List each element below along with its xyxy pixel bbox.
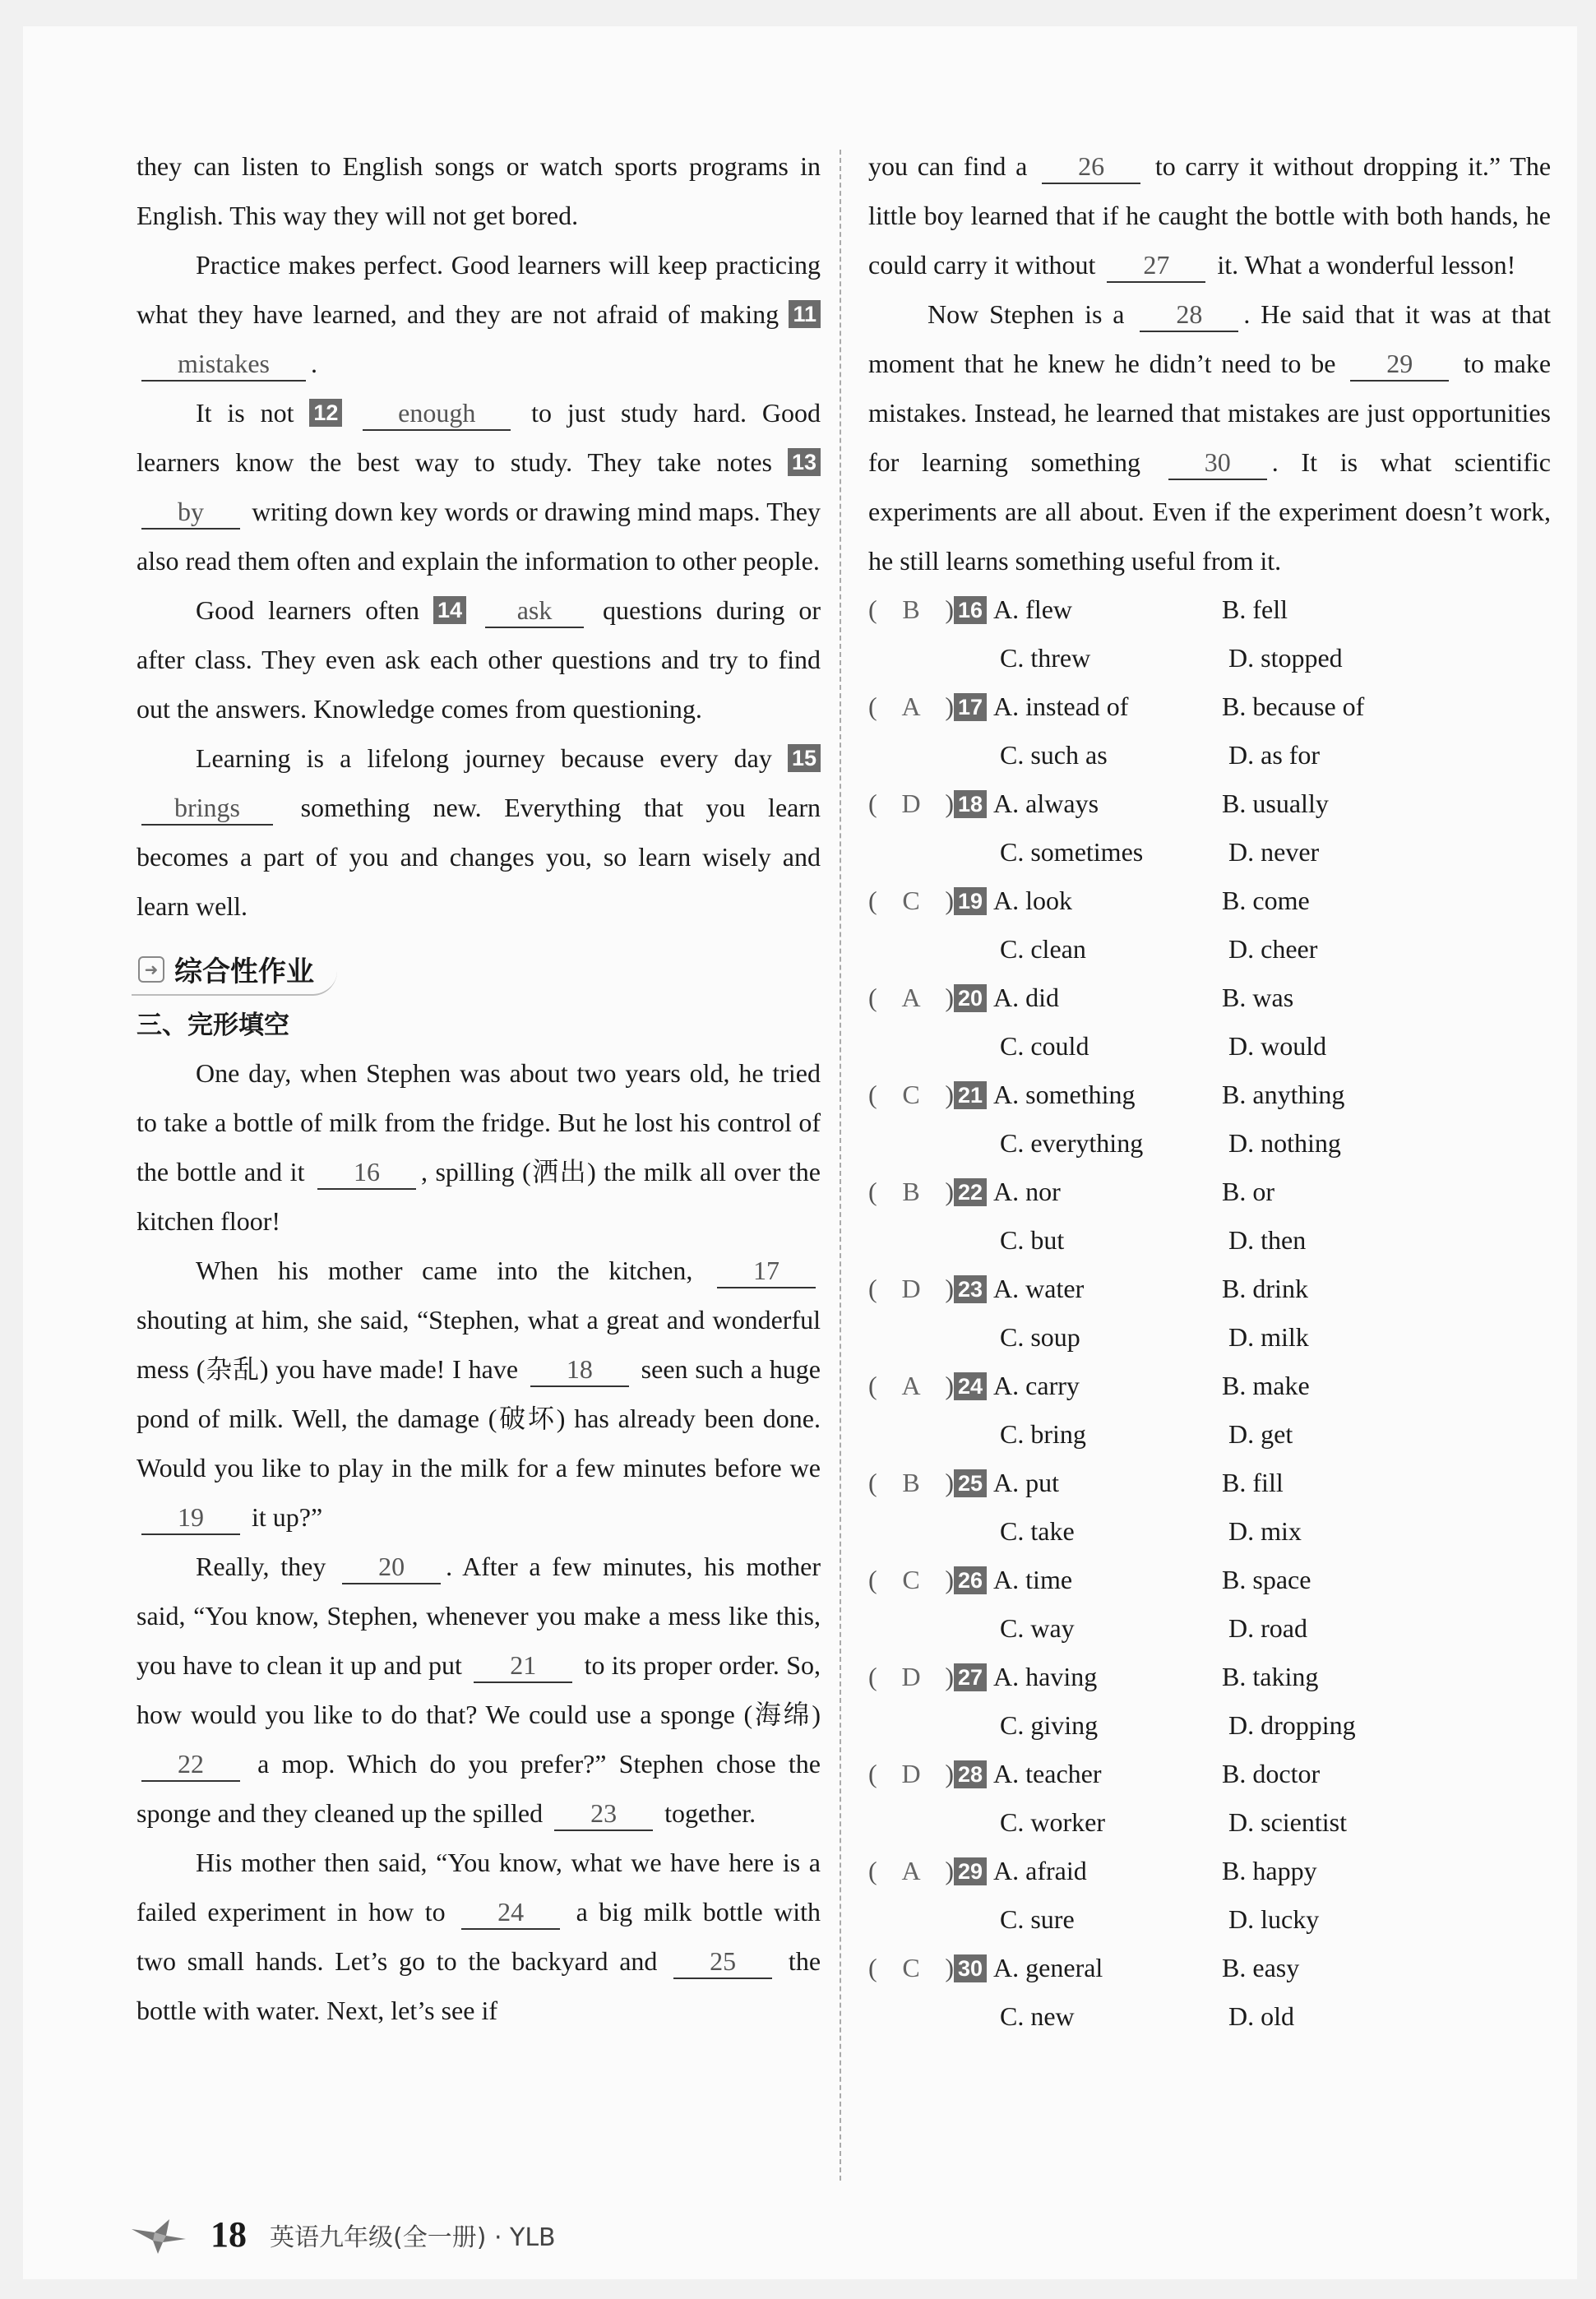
selected-answer[interactable]: A bbox=[901, 983, 921, 1012]
option-c[interactable]: C. take bbox=[1000, 1516, 1075, 1546]
text: . bbox=[311, 349, 317, 378]
cloze-blank[interactable]: 24 bbox=[461, 1895, 560, 1930]
option-a[interactable]: A. water bbox=[993, 1274, 1085, 1303]
option-a[interactable]: A. nor bbox=[993, 1177, 1061, 1206]
answer-bracket bbox=[868, 1371, 954, 1401]
selected-answer[interactable]: A bbox=[901, 1371, 921, 1400]
option-row bbox=[868, 925, 1551, 974]
cloze-blank[interactable]: 28 bbox=[1140, 298, 1238, 332]
option-c[interactable]: C. but bbox=[1000, 1225, 1065, 1255]
section-banner bbox=[132, 944, 337, 996]
page-footer bbox=[130, 2213, 556, 2255]
bracket-open: ( bbox=[868, 1080, 877, 1109]
paragraph bbox=[868, 141, 1551, 289]
bracket-open: ( bbox=[868, 1759, 877, 1788]
option-a[interactable]: A. look bbox=[993, 886, 1073, 915]
option-row bbox=[868, 1944, 1551, 1992]
option-row bbox=[868, 877, 1551, 925]
cloze-blank[interactable]: 21 bbox=[474, 1649, 572, 1683]
bracket-open: ( bbox=[868, 1274, 877, 1303]
question-number: 28 bbox=[954, 1760, 987, 1788]
option-row bbox=[868, 828, 1551, 877]
bracket-close: ) bbox=[945, 1953, 954, 1982]
option-a[interactable]: A. always bbox=[993, 789, 1099, 818]
option-row bbox=[868, 1750, 1551, 1798]
option-c[interactable]: C. new bbox=[1000, 2001, 1075, 2031]
question-number: 13 bbox=[788, 448, 821, 476]
option-c[interactable]: C. way bbox=[1000, 1613, 1075, 1643]
text: to just study hard. Good learners know the best way to study. They take notes bbox=[136, 398, 821, 477]
answer-bracket bbox=[868, 1468, 954, 1498]
option-row bbox=[868, 1459, 1551, 1507]
bracket-close: ) bbox=[945, 983, 954, 1012]
option-d[interactable]: D. road bbox=[1228, 1613, 1307, 1643]
bracket-close: ) bbox=[945, 1662, 954, 1691]
answer-bracket bbox=[868, 1953, 954, 1983]
answer-bracket bbox=[868, 594, 954, 625]
text: to carry it without dropping it.” The little boy learned that if he caught the bottle with both hands, he could carry it without bbox=[868, 151, 1552, 280]
option-row bbox=[868, 1313, 1551, 1362]
paragraph: they can listen to English songs or watch sports programs in English. This way they will not get bored. bbox=[136, 151, 821, 230]
bracket-open: ( bbox=[868, 1662, 877, 1691]
option-row bbox=[868, 1022, 1551, 1071]
bracket-close: ) bbox=[945, 1177, 954, 1206]
question-number: 27 bbox=[954, 1663, 987, 1691]
option-a[interactable]: A. did bbox=[993, 983, 1060, 1012]
text: Good learners often bbox=[196, 595, 420, 625]
answer-bracket bbox=[868, 1856, 954, 1886]
cloze-blank[interactable]: 19 bbox=[141, 1501, 240, 1535]
paragraph bbox=[136, 1838, 821, 2035]
option-b[interactable]: B. make bbox=[1222, 1371, 1310, 1400]
selected-answer[interactable]: C bbox=[902, 1565, 920, 1594]
option-c[interactable]: C. threw bbox=[1000, 643, 1091, 673]
option-b[interactable]: B. easy bbox=[1222, 1953, 1300, 1982]
option-d[interactable]: D. as for bbox=[1228, 740, 1321, 770]
question-number: 30 bbox=[954, 1954, 987, 1982]
bracket-open: ( bbox=[868, 789, 877, 818]
option-b[interactable]: B. fell bbox=[1222, 594, 1288, 624]
text: Really, they bbox=[196, 1552, 326, 1581]
paragraph bbox=[136, 585, 821, 733]
option-c[interactable]: C. everything bbox=[1000, 1128, 1144, 1158]
paragraph bbox=[136, 1246, 821, 1542]
option-row bbox=[868, 634, 1551, 682]
bracket-open: ( bbox=[868, 692, 877, 721]
bracket-close: ) bbox=[945, 1371, 954, 1400]
text: something new. Everything that you learn becomes a part of you and changes you, so learn wisely and learn well. bbox=[136, 793, 821, 921]
option-c[interactable]: C. sometimes bbox=[1000, 837, 1144, 867]
text: Learning is a lifelong journey because every day bbox=[196, 743, 772, 773]
answer-blank: mistakes bbox=[141, 347, 306, 382]
answer-blank: brings bbox=[141, 791, 273, 826]
option-d[interactable]: D. old bbox=[1228, 2001, 1294, 2031]
option-b[interactable]: B. or bbox=[1222, 1177, 1275, 1206]
option-row bbox=[868, 1992, 1551, 2041]
option-row bbox=[868, 974, 1551, 1022]
bracket-open: ( bbox=[868, 1468, 877, 1497]
paragraph bbox=[868, 289, 1551, 585]
text: you can find a bbox=[868, 151, 1028, 181]
answer-blank: ask bbox=[485, 594, 584, 628]
option-b[interactable]: B. come bbox=[1222, 886, 1310, 915]
subsection-title: 三、完形填空 bbox=[136, 1011, 289, 1040]
option-row bbox=[868, 1798, 1551, 1847]
text: the bottle with water. Next, let’s see if bbox=[136, 1946, 821, 2025]
text: Practice makes perfect. Good learners will keep practicing what they have learned, and they are not afraid of making bbox=[136, 250, 821, 329]
option-d[interactable]: D. nothing bbox=[1228, 1128, 1341, 1158]
section-title: 综合性作业 bbox=[174, 955, 314, 988]
text: a mop. Which do you prefer?” Stephen chose the sponge and they cleaned up the spilled bbox=[136, 1749, 821, 1828]
option-c[interactable]: C. could bbox=[1000, 1031, 1089, 1061]
cloze-blank[interactable]: 22 bbox=[141, 1747, 240, 1782]
question-number: 26 bbox=[954, 1566, 987, 1594]
text: . After a few minutes, his mother said, “You know, Stephen, whenever you make a mess like this, you have to clean it up and put bbox=[136, 1552, 821, 1680]
option-row bbox=[868, 1653, 1551, 1701]
option-row bbox=[868, 1701, 1551, 1750]
option-row bbox=[868, 585, 1551, 634]
answer-bracket bbox=[868, 1274, 954, 1304]
text: writing down key words or drawing mind maps. They also read them often and explain the information to other people. bbox=[136, 497, 821, 576]
option-d[interactable]: D. would bbox=[1228, 1031, 1327, 1061]
bracket-close: ) bbox=[945, 1274, 954, 1303]
options-list bbox=[868, 585, 1551, 2041]
bracket-close: ) bbox=[945, 1080, 954, 1109]
option-d[interactable]: D. milk bbox=[1228, 1322, 1309, 1352]
text: , spilling (洒出) the milk all over the kitchen floor! bbox=[136, 1157, 821, 1236]
question-number: 15 bbox=[788, 744, 821, 772]
text: . He said that it was at that moment that he knew he didn’t need to be bbox=[868, 299, 1552, 378]
text: His mother then said, “You know, what we have here is a failed experiment in how to bbox=[136, 1848, 821, 1927]
selected-answer[interactable]: C bbox=[902, 1080, 920, 1109]
option-b[interactable]: B. was bbox=[1222, 983, 1294, 1012]
bracket-open: ( bbox=[868, 1953, 877, 1982]
option-row bbox=[868, 1410, 1551, 1459]
page-number: 18 bbox=[210, 2214, 247, 2255]
selected-answer[interactable]: D bbox=[901, 789, 921, 818]
answer-bracket bbox=[868, 1662, 954, 1692]
cloze-blank[interactable]: 26 bbox=[1042, 150, 1140, 184]
option-c[interactable]: C. bring bbox=[1000, 1419, 1086, 1449]
option-d[interactable]: D. get bbox=[1228, 1419, 1293, 1449]
option-d[interactable]: D. cheer bbox=[1228, 934, 1318, 964]
text: shouting at him, she said, “Stephen, what a great and wonderful mess (杂乱) you have made! I have bbox=[136, 1305, 821, 1384]
option-row bbox=[868, 1362, 1551, 1410]
option-a[interactable]: A. instead of bbox=[993, 692, 1129, 721]
text: One day, when Stephen was about two years old, he tried to take a bottle of milk from the fridge. But he lost his control of the bottle and it bbox=[136, 1058, 821, 1187]
bracket-close: ) bbox=[945, 692, 954, 721]
text: questions during or after class. They even ask each other questions and try to find out the answers. Knowledge comes from questioning. bbox=[136, 595, 821, 724]
left-column bbox=[136, 141, 821, 2035]
question-number: 25 bbox=[954, 1469, 987, 1497]
question-number: 18 bbox=[954, 790, 987, 818]
option-a[interactable]: A. time bbox=[993, 1565, 1073, 1594]
selected-answer[interactable]: B bbox=[902, 1468, 920, 1497]
bracket-open: ( bbox=[868, 1856, 877, 1885]
cloze-blank[interactable]: 25 bbox=[673, 1945, 772, 1979]
question-number: 12 bbox=[309, 399, 342, 427]
cloze-blank[interactable]: 17 bbox=[717, 1254, 816, 1288]
answer-blank: enough bbox=[363, 396, 511, 431]
bracket-open: ( bbox=[868, 983, 877, 1012]
text: seen such a huge pond of milk. Well, the damage (破坏) has already been done. Would you like to play in the milk for a few minutes before we bbox=[136, 1354, 821, 1483]
cloze-blank[interactable]: 27 bbox=[1107, 248, 1205, 283]
paragraph bbox=[136, 733, 821, 931]
option-b[interactable]: B. happy bbox=[1222, 1856, 1317, 1885]
question-number: 11 bbox=[789, 300, 821, 328]
question-number: 23 bbox=[954, 1275, 987, 1303]
option-a[interactable]: A. afraid bbox=[993, 1856, 1087, 1885]
cloze-blank[interactable]: 16 bbox=[317, 1155, 416, 1190]
selected-answer[interactable]: D bbox=[901, 1759, 921, 1788]
answer-bracket bbox=[868, 692, 954, 722]
option-b[interactable]: B. drink bbox=[1222, 1274, 1308, 1303]
question-number: 14 bbox=[433, 596, 466, 624]
text: . It is what scientific experiments are all about. Even if the experiment doesn’t work, he still learns something useful from it. bbox=[868, 447, 1551, 576]
bracket-close: ) bbox=[945, 594, 954, 624]
option-a[interactable]: A. something bbox=[993, 1080, 1136, 1109]
bracket-open: ( bbox=[868, 1371, 877, 1400]
question-number: 24 bbox=[954, 1372, 987, 1400]
cloze-blank[interactable]: 18 bbox=[530, 1353, 629, 1387]
option-d[interactable]: D. then bbox=[1228, 1225, 1307, 1255]
option-row bbox=[868, 1895, 1551, 1944]
option-a[interactable]: A. carry bbox=[993, 1371, 1080, 1400]
question-number: 29 bbox=[954, 1857, 987, 1885]
right-column bbox=[868, 141, 1551, 2041]
column-divider bbox=[840, 150, 841, 2181]
bracket-close: ) bbox=[945, 789, 954, 818]
selected-answer[interactable]: B bbox=[902, 1177, 920, 1206]
bracket-open: ( bbox=[868, 1565, 877, 1594]
option-b[interactable]: B. doctor bbox=[1222, 1759, 1321, 1788]
answer-blank: by bbox=[141, 495, 240, 530]
option-a[interactable]: A. put bbox=[993, 1468, 1060, 1497]
answer-bracket bbox=[868, 983, 954, 1013]
option-b[interactable]: B. anything bbox=[1222, 1080, 1345, 1109]
option-row bbox=[868, 1216, 1551, 1265]
selected-answer[interactable]: D bbox=[901, 1662, 921, 1691]
bird-logo-icon bbox=[130, 2214, 187, 2255]
option-b[interactable]: B. space bbox=[1222, 1565, 1311, 1594]
arrow-icon: ➜ bbox=[138, 956, 164, 983]
option-b[interactable]: B. taking bbox=[1222, 1662, 1319, 1691]
option-row bbox=[868, 1847, 1551, 1895]
option-a[interactable]: A. having bbox=[993, 1662, 1098, 1691]
option-a[interactable]: A. teacher bbox=[993, 1759, 1102, 1788]
answer-bracket bbox=[868, 1565, 954, 1595]
bracket-open: ( bbox=[868, 594, 877, 624]
text: Now Stephen is a bbox=[928, 299, 1125, 329]
option-d[interactable]: D. never bbox=[1228, 837, 1320, 867]
option-row bbox=[868, 682, 1551, 731]
text: When his mother came into the kitchen, bbox=[196, 1256, 693, 1285]
paragraph bbox=[136, 240, 821, 388]
selected-answer[interactable]: C bbox=[902, 886, 920, 915]
bracket-open: ( bbox=[868, 1177, 877, 1206]
option-d[interactable]: D. mix bbox=[1228, 1516, 1302, 1546]
bracket-open: ( bbox=[868, 886, 877, 915]
book-title: 英语九年级(全一册) · YLB bbox=[270, 2223, 556, 2252]
cloze-blank[interactable]: 29 bbox=[1350, 347, 1449, 382]
cloze-blank[interactable]: 30 bbox=[1168, 446, 1267, 480]
option-b[interactable]: B. usually bbox=[1222, 789, 1329, 818]
option-a[interactable]: A. flew bbox=[993, 594, 1073, 624]
bracket-close: ) bbox=[945, 1565, 954, 1594]
option-c[interactable]: C. soup bbox=[1000, 1322, 1080, 1352]
option-row bbox=[868, 1168, 1551, 1216]
paragraph bbox=[136, 1542, 821, 1838]
cloze-blank[interactable]: 23 bbox=[554, 1797, 653, 1831]
option-b[interactable]: B. because of bbox=[1222, 692, 1365, 721]
option-row bbox=[868, 1071, 1551, 1119]
bracket-close: ) bbox=[945, 1759, 954, 1788]
answer-bracket bbox=[868, 1177, 954, 1207]
option-row bbox=[868, 779, 1551, 828]
selected-answer[interactable]: B bbox=[902, 594, 920, 624]
option-c[interactable]: C. such as bbox=[1000, 740, 1108, 770]
option-d[interactable]: D. scientist bbox=[1228, 1807, 1347, 1837]
option-row bbox=[868, 1507, 1551, 1556]
option-c[interactable]: C. sure bbox=[1000, 1904, 1075, 1934]
answer-bracket bbox=[868, 1759, 954, 1789]
text: to its proper order. So, how would you like to do that? We could use a sponge (海绵) bbox=[136, 1650, 821, 1729]
question-number: 17 bbox=[954, 693, 987, 721]
option-row bbox=[868, 1265, 1551, 1313]
option-d[interactable]: D. lucky bbox=[1228, 1904, 1320, 1934]
option-row bbox=[868, 1556, 1551, 1604]
text: it up?” bbox=[252, 1502, 323, 1532]
answer-bracket bbox=[868, 1080, 954, 1110]
option-row bbox=[868, 1119, 1551, 1168]
answer-bracket bbox=[868, 789, 954, 819]
bracket-close: ) bbox=[945, 1468, 954, 1497]
option-row bbox=[868, 731, 1551, 779]
text: a big milk bottle with two small hands. Let’s go to the backyard and bbox=[136, 1897, 821, 1976]
option-d[interactable]: D. stopped bbox=[1228, 643, 1343, 673]
text: It is not bbox=[196, 398, 294, 428]
paragraph bbox=[136, 1048, 821, 1246]
question-number: 20 bbox=[954, 984, 987, 1012]
bracket-close: ) bbox=[945, 886, 954, 915]
question-number: 22 bbox=[954, 1178, 987, 1206]
option-c[interactable]: C. worker bbox=[1000, 1807, 1105, 1837]
question-number: 21 bbox=[954, 1081, 987, 1109]
option-d[interactable]: D. dropping bbox=[1228, 1710, 1356, 1740]
question-number: 16 bbox=[954, 596, 987, 624]
paragraph bbox=[136, 388, 821, 585]
text: together. bbox=[664, 1798, 756, 1828]
option-a[interactable]: A. general bbox=[993, 1953, 1103, 1982]
question-number: 19 bbox=[954, 887, 987, 915]
text: to make mistakes. Instead, he learned that mistakes are just opportunities for learning something bbox=[868, 349, 1552, 477]
cloze-blank[interactable]: 20 bbox=[342, 1550, 441, 1584]
selected-answer[interactable]: A bbox=[901, 692, 921, 721]
selected-answer[interactable]: A bbox=[901, 1856, 921, 1885]
selected-answer[interactable]: D bbox=[901, 1274, 921, 1303]
option-b[interactable]: B. fill bbox=[1222, 1468, 1284, 1497]
option-c[interactable]: C. clean bbox=[1000, 934, 1086, 964]
worksheet-page bbox=[23, 26, 1577, 2279]
selected-answer[interactable]: C bbox=[902, 1953, 920, 1982]
option-row bbox=[868, 1604, 1551, 1653]
text: it. What a wonderful lesson! bbox=[1217, 250, 1516, 280]
option-c[interactable]: C. giving bbox=[1000, 1710, 1099, 1740]
answer-bracket bbox=[868, 886, 954, 916]
bracket-close: ) bbox=[945, 1856, 954, 1885]
